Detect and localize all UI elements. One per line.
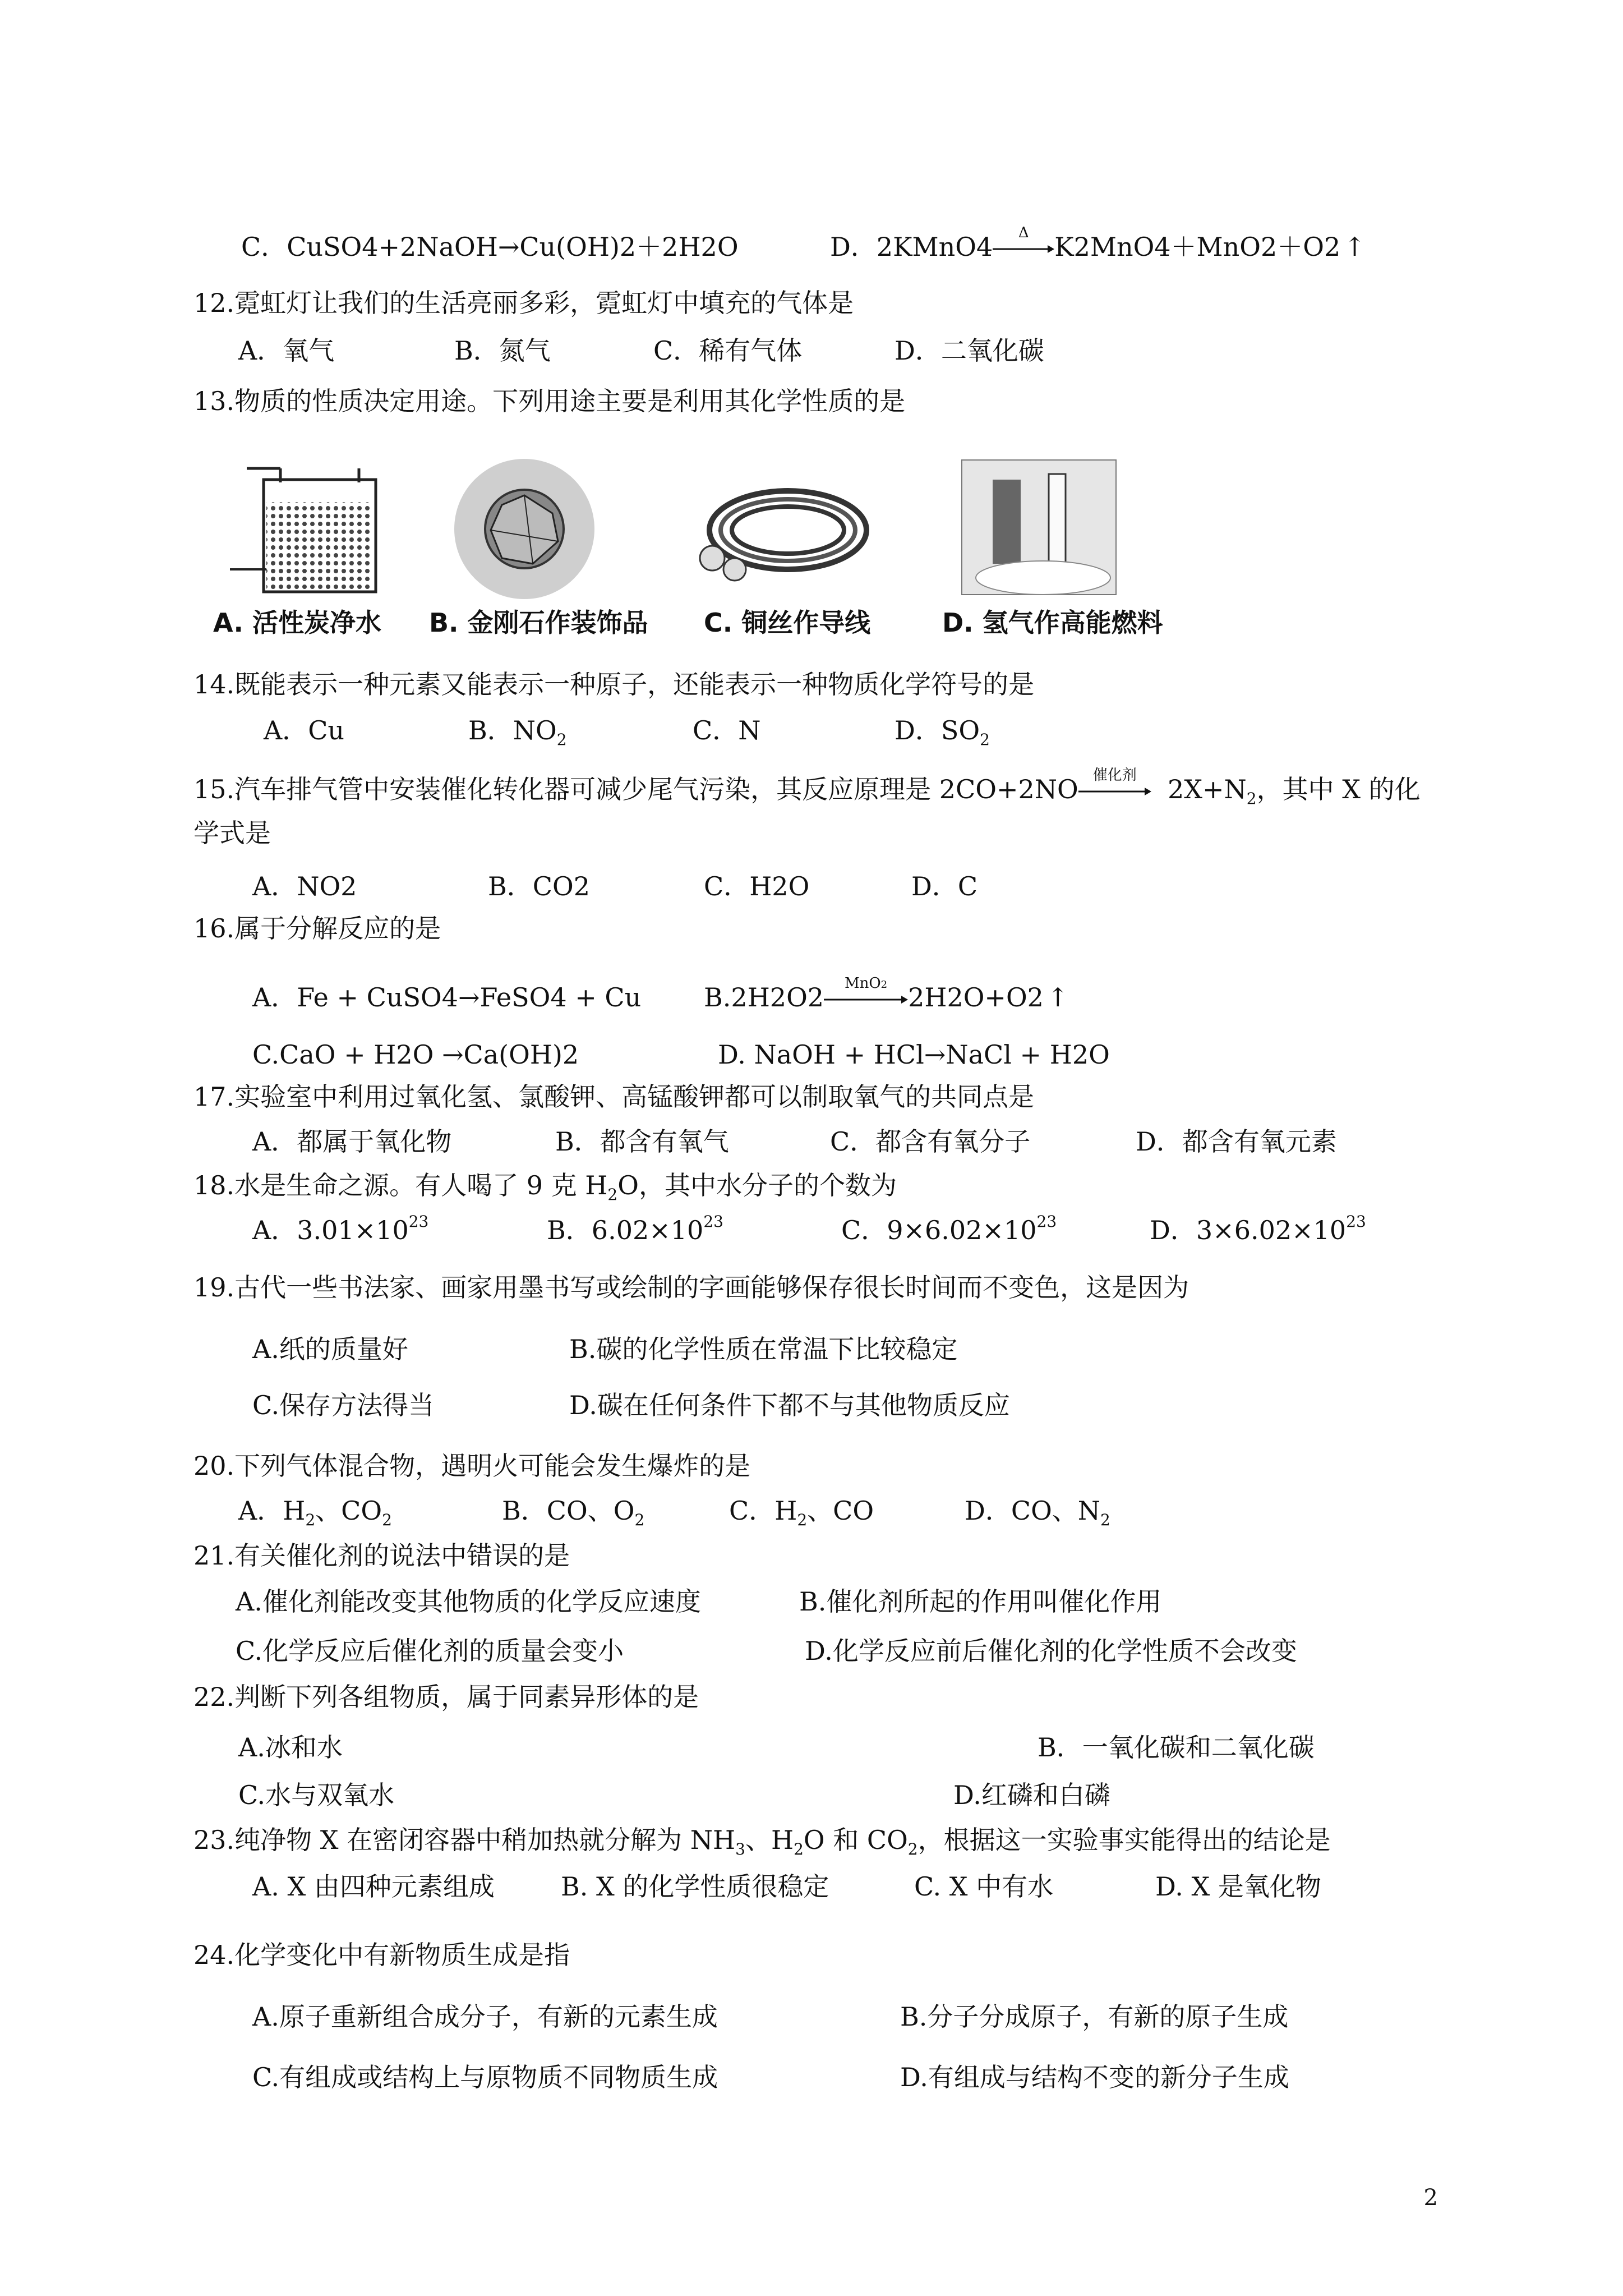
- subscript: 2: [607, 1185, 618, 1204]
- hydrogen-rocket-image: [959, 457, 1122, 600]
- q21-opt-b: B.催化剂所起的作用叫催化作用: [799, 1586, 1162, 1617]
- q14-opt-c: C．N: [693, 715, 761, 746]
- subscript: 2: [797, 1511, 808, 1529]
- q23-opt-d: D. X 是氧化物: [1155, 1871, 1321, 1902]
- q21-opt-d: D.化学反应前后催化剂的化学性质不会改变: [805, 1636, 1297, 1666]
- q18-opt-c-text: C．9×6.02×10: [841, 1215, 1037, 1245]
- q17-opt-c: C．都含有氧分子: [830, 1126, 1031, 1157]
- reaction-arrow-catalyst: [1078, 767, 1151, 797]
- q16b-products: 2H2O+O2: [908, 982, 1044, 1013]
- heat-condition: Δ: [1018, 224, 1029, 241]
- q24-opt-a: A.原子重新组合成分子，有新的元素生成: [252, 2001, 718, 2032]
- q23-stem-c: O 和 CO: [803, 1825, 908, 1855]
- q16-opt-a: A．Fe + CuSO4→FeSO4 + Cu: [252, 982, 642, 1013]
- q14-opt-d-text: D．SO: [895, 715, 980, 746]
- q15-opt-d: D．C: [911, 871, 978, 901]
- subscript: 2: [382, 1511, 392, 1529]
- q18-opt-b: [547, 1213, 723, 1247]
- q16b-reactant: B.2H2O2: [704, 982, 824, 1013]
- q15-opt-b: B．CO2: [488, 871, 590, 901]
- q15-products: 2X+N: [1167, 774, 1247, 804]
- subscript: 2: [556, 730, 567, 749]
- q20-opt-b-text: B．CO、O: [502, 1496, 635, 1526]
- superscript: 23: [1036, 1212, 1057, 1231]
- subscript: 2: [1100, 1511, 1110, 1529]
- q19-opt-d: D.碳在任何条件下都不与其他物质反应: [569, 1390, 1010, 1420]
- q16-opt-d: D. NaOH + HCl→NaCl + H2O: [718, 1039, 1110, 1070]
- subscript: 3: [735, 1840, 745, 1858]
- q20-opt-c-text2: 、CO: [807, 1496, 874, 1526]
- q18-stem-b: O，其中水分子的个数为: [617, 1170, 897, 1200]
- q23-stem: [193, 1823, 1331, 1857]
- q13-caption-d: D. 氢气作高能燃料: [942, 608, 1163, 638]
- q15-stem-line2: 学式是: [193, 818, 271, 848]
- q18-stem: [193, 1168, 897, 1202]
- q23-opt-a: A. X 由四种元素组成: [252, 1871, 495, 1902]
- q19-opt-c: C.保存方法得当: [252, 1390, 435, 1420]
- q20-opt-c: [729, 1494, 874, 1527]
- q20-opt-b: [502, 1494, 644, 1527]
- reaction-arrow-heat: [993, 224, 1054, 255]
- q11-option-d: [830, 224, 1366, 264]
- superscript: 23: [1346, 1212, 1366, 1231]
- q22-opt-d: D.红磷和白磷: [953, 1780, 1110, 1810]
- q20-opt-d: [965, 1494, 1110, 1527]
- q12-opt-b: B．氮气: [454, 335, 551, 366]
- q14-opt-d: [895, 714, 990, 747]
- subscript: 2: [305, 1511, 316, 1529]
- q17-opt-b: B．都含有氧气: [555, 1126, 729, 1157]
- q20-opt-c-text1: C．H: [729, 1496, 797, 1526]
- up-arrow-icon: ↑: [1344, 232, 1366, 262]
- q20-opt-a-text1: A．H: [238, 1496, 306, 1526]
- q16-opt-b: [704, 975, 1069, 1014]
- q20-opt-a-text2: 、CO: [315, 1496, 382, 1526]
- q15-stem: [193, 767, 1421, 808]
- q12-opt-a: A．氧气: [238, 335, 335, 366]
- q23-stem-b: 、H: [745, 1825, 794, 1855]
- mno2-condition: [824, 975, 908, 993]
- q12-opt-d: D．二氧化碳: [895, 335, 1044, 366]
- subscript: 2: [980, 730, 990, 749]
- q18-opt-a: [252, 1213, 428, 1247]
- q13-caption-b: B. 金刚石作装饰品: [429, 608, 648, 638]
- q22-opt-b: B．一氧化碳和二氧化碳: [1038, 1732, 1315, 1763]
- subscript: 2: [880, 979, 888, 991]
- q15-opt-c: C．H2O: [704, 871, 810, 901]
- q14-opt-b: [468, 714, 567, 747]
- q23-opt-b: B. X 的化学性质很稳定: [561, 1871, 829, 1902]
- q16-opt-c: C.CaO + H2O →Ca(OH)2: [252, 1039, 579, 1070]
- q12-stem: 12.霓虹灯让我们的生活亮丽多彩，霓虹灯中填充的气体是: [193, 288, 854, 318]
- q20-stem: 20.下列气体混合物，遇明火可能会发生爆炸的是: [193, 1451, 751, 1481]
- q21-stem: 21.有关催化剂的说法中错误的是: [193, 1540, 570, 1571]
- q12-opt-c: C．稀有气体: [653, 335, 803, 366]
- page-number: 2: [1423, 2185, 1438, 2211]
- subscript: 2: [1246, 789, 1257, 808]
- subscript: 2: [907, 1840, 918, 1858]
- up-arrow-icon: ↑: [1046, 982, 1069, 1013]
- q22-stem: 22.判断下列各组物质，属于同素异形体的是: [193, 1682, 699, 1712]
- q24-stem: 24.化学变化中有新物质生成是指: [193, 1940, 570, 1970]
- q21-opt-a: A.催化剂能改变其他物质的化学反应速度: [236, 1586, 701, 1617]
- q18-opt-d: [1150, 1213, 1366, 1247]
- q22-opt-a: A.冰和水: [238, 1732, 343, 1763]
- q23-opt-c: C. X 中有水: [914, 1871, 1054, 1902]
- q18-opt-a-text: A．3.01×10: [252, 1215, 409, 1245]
- subscript: 2: [794, 1840, 804, 1858]
- q19-opt-b: B.碳的化学性质在常温下比较稳定: [569, 1334, 958, 1364]
- q18-opt-b-text: B．6.02×10: [547, 1215, 704, 1245]
- copper-wire-image: [690, 457, 875, 600]
- q19-opt-a: A.纸的质量好: [252, 1334, 408, 1364]
- q24-opt-b: B.分子分成原子，有新的原子生成: [900, 2001, 1289, 2032]
- catalyst-condition: 催化剂: [1092, 767, 1137, 784]
- q20-opt-d-text: D．CO、N: [965, 1496, 1101, 1526]
- q13-caption-a: A. 活性炭净水: [213, 608, 381, 638]
- q18-opt-d-text: D．3×6.02×10: [1150, 1215, 1347, 1245]
- diamond-image: [449, 457, 600, 600]
- q17-opt-a: A．都属于氧化物: [252, 1126, 452, 1157]
- q14-opt-b-text: B．NO: [468, 715, 557, 746]
- q13-stem: 13.物质的性质决定用途。下列用途主要是利用其化学性质的是: [193, 386, 906, 416]
- q11-option-c: C．CuSO4+2NaOH→Cu(OH)2＋2H2O: [241, 232, 739, 262]
- q16-stem: 16.属于分解反应的是: [193, 913, 441, 944]
- q11d-reactant: D．2KMnO4: [830, 232, 993, 262]
- q19-stem: 19.古代一些书法家、画家用墨书写或绘制的字画能够保存很长时间而不变色，这是因为: [193, 1272, 1189, 1303]
- q15-stem-a: 15.汽车排气管中安装催化转化器可减少尾气污染，其反应原理是 2CO+2NO: [193, 774, 1078, 804]
- q24-opt-c: C.有组成或结构上与原物质不同物质生成: [252, 2062, 718, 2092]
- q17-stem: 17.实验室中利用过氧化氢、氯酸钾、高锰酸钾都可以制取氧气的共同点是: [193, 1082, 1035, 1112]
- q22-opt-c: C.水与双氧水: [238, 1780, 395, 1810]
- activated-carbon-filter-image: [230, 457, 398, 600]
- q14-stem: 14.既能表示一种元素又能表示一种原子，还能表示一种物质化学符号的是: [193, 669, 1035, 700]
- q14-opt-a: A．Cu: [264, 715, 345, 746]
- q17-opt-d: D．都含有氧元素: [1136, 1126, 1337, 1157]
- q24-opt-d: D.有组成与结构不变的新分子生成: [900, 2062, 1289, 2092]
- q20-opt-a: [238, 1494, 392, 1527]
- superscript: 23: [408, 1212, 429, 1231]
- q15-opt-a: A．NO2: [252, 871, 357, 901]
- q23-stem-a: 23.纯净物 X 在密闭容器中稍加热就分解为 NH: [193, 1825, 736, 1855]
- q18-opt-c: [841, 1213, 1057, 1247]
- q21-opt-c: C.化学反应后催化剂的质量会变小: [236, 1636, 624, 1666]
- q11d-products: K2MnO4＋MnO2＋O2: [1054, 232, 1341, 262]
- subscript: 2: [634, 1511, 645, 1529]
- superscript: 23: [703, 1212, 723, 1231]
- q13-caption-c: C. 铜丝作导线: [704, 608, 871, 638]
- mno2-text: MnO: [844, 975, 881, 992]
- q18-stem-a: 18.水是生命之源。有人喝了 9 克 H: [193, 1170, 608, 1200]
- q23-stem-d: ，根据这一实验事实能得出的结论是: [917, 1825, 1331, 1855]
- q15-stem-c: ，其中 X 的化: [1256, 774, 1421, 804]
- reaction-arrow-mno2: [824, 975, 908, 1005]
